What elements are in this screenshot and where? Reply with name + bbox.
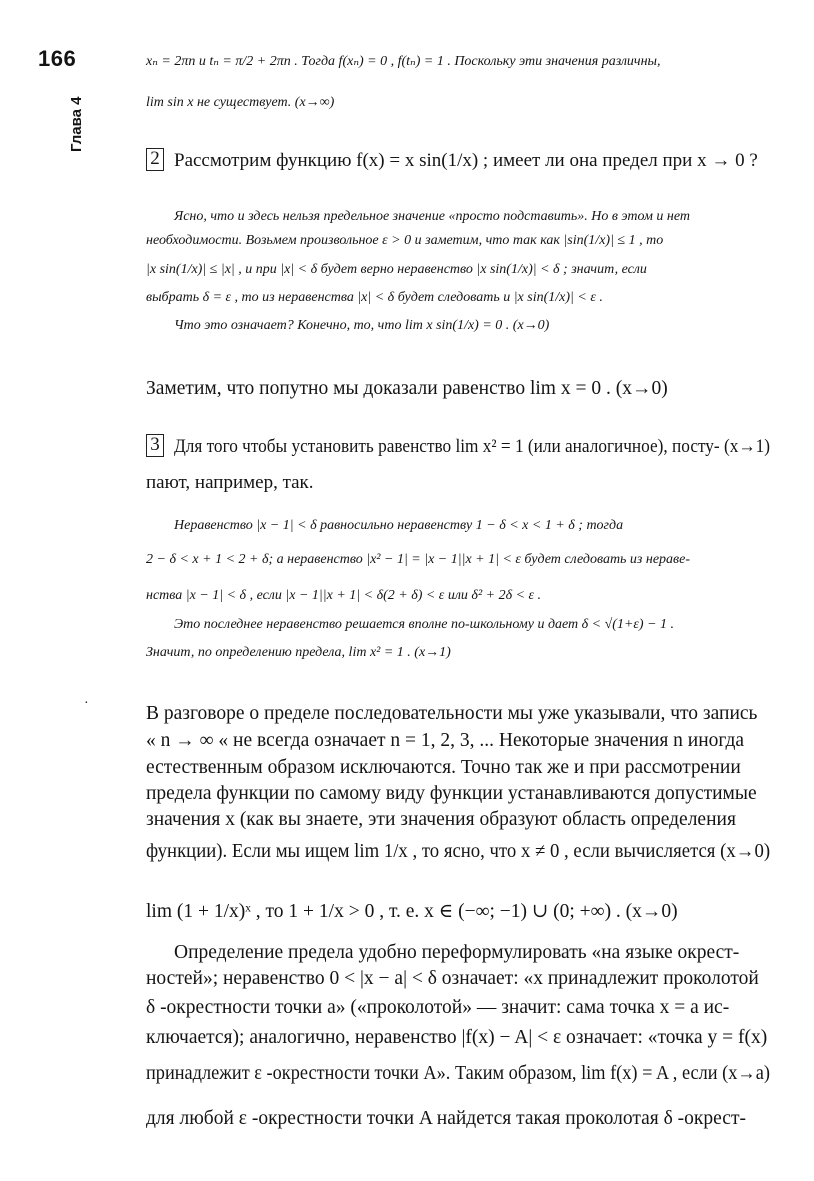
text-line-l29: для любой ε -окрестности точки A найдется такая проколотая δ -окрест- <box>146 1108 746 1129</box>
text-line-l26: δ -окрестности точки a» («проколотой» — значит: сама точка x = a ис- <box>146 997 730 1018</box>
text-line-l10: Для того чтобы установить равенство lim x² = 1 (или аналогичное), посту- (x→1) <box>174 436 770 457</box>
text-line-l20: предела функции по самому виду функции устанавливаются допустимые <box>146 783 757 804</box>
text-line-l21: значения x (как вы знаете, эти значения образуют область определения <box>146 809 736 830</box>
text-line-l19: естественным образом исключаются. Точно так же и при рассмотрении <box>146 757 741 778</box>
text-line-l22: функции). Если мы ищем lim 1/x , то ясно, что x ≠ 0 , если вычисляется (x→0) <box>146 841 771 862</box>
text-line-l02: lim sin x не существует. (x→∞) <box>146 95 335 110</box>
text-line-l17: В разговоре о пределе последовательности мы уже указывали, что запись <box>146 703 758 724</box>
text-line-l23: lim (1 + 1/x)ˣ , то 1 + 1/x > 0 , т. е. x ∈ (−∞; −1) ∪ (0; +∞) . (x→0) <box>146 901 678 922</box>
text-line-l06: |x sin(1/x)| ≤ |x| , и при |x| < δ будет верно неравенство |x sin(1/x)| < δ ; значит, если <box>146 262 647 277</box>
text-line-l16: Значит, по определению предела, lim x² = 1 . (x→1) <box>146 645 451 660</box>
page-number: 166 <box>38 46 77 71</box>
text-line-l03: Рассмотрим функцию f(x) = x sin(1/x) ; имеет ли она предел при x → 0 ? <box>174 150 758 171</box>
text-line-l13: 2 − δ < x + 1 < 2 + δ; а неравенство |x² − 1| = |x − 1||x + 1| < ε будет следовать из нераве- <box>146 552 690 567</box>
text-line-l15: Это последнее неравенство решается вполне по-школьному и дает δ < √(1+ε) − 1 . <box>174 617 675 632</box>
chapter-tab: Глава 4 <box>68 96 85 152</box>
text-line-l27: ключается); аналогично, неравенство |f(x) − A| < ε означает: «точка y = f(x) <box>146 1027 768 1048</box>
item-number-box-n3: 3 <box>146 434 164 457</box>
text-line-l14: нства |x − 1| < δ , если |x − 1||x + 1| < δ(2 + δ) < ε или δ² + 2δ < ε . <box>146 588 542 603</box>
text-line-l04: Ясно, что и здесь нельзя предельное значение «просто подставить». Но в этом и нет <box>174 209 690 224</box>
text-line-l01: xₙ = 2πn и tₙ = π/2 + 2πn . Тогда f(xₙ) = 0 , f(tₙ) = 1 . Поскольку эти значения различны, <box>146 54 661 69</box>
text-line-l25: ностей»; неравенство 0 < |x − a| < δ означает: «x принадлежит проколотой <box>146 968 759 989</box>
text-line-l18: « n → ∞ « не всегда означает n = 1, 2, 3, ... Некоторые значения n иногда <box>146 730 745 751</box>
text-line-l05: необходимости. Возьмем произвольное ε > 0 и заметим, что так как |sin(1/x)| ≤ 1 , то <box>146 233 664 248</box>
text-line-l08: Что это означает? Конечно, то, что lim x sin(1/x) = 0 . (x→0) <box>174 318 550 333</box>
margin-dot: · <box>84 696 89 711</box>
text-line-l12: Неравенство |x − 1| < δ равносильно неравенству 1 − δ < x < 1 + δ ; тогда <box>174 518 624 533</box>
text-line-l11: пают, например, так. <box>146 472 314 493</box>
text-line-l09: Заметим, что попутно мы доказали равенство lim x = 0 . (x→0) <box>146 378 668 399</box>
text-line-l07: выбрать δ = ε , то из неравенства |x| < δ будет следовать и |x sin(1/x)| < ε . <box>146 290 603 305</box>
text-line-l24: Определение предела удобно переформулировать «на языке окрест- <box>174 942 740 963</box>
text-line-l28: принадлежит ε -окрестности точки A». Таким образом, lim f(x) = A , если (x→a) <box>146 1063 770 1084</box>
item-number-box-n2: 2 <box>146 148 164 171</box>
